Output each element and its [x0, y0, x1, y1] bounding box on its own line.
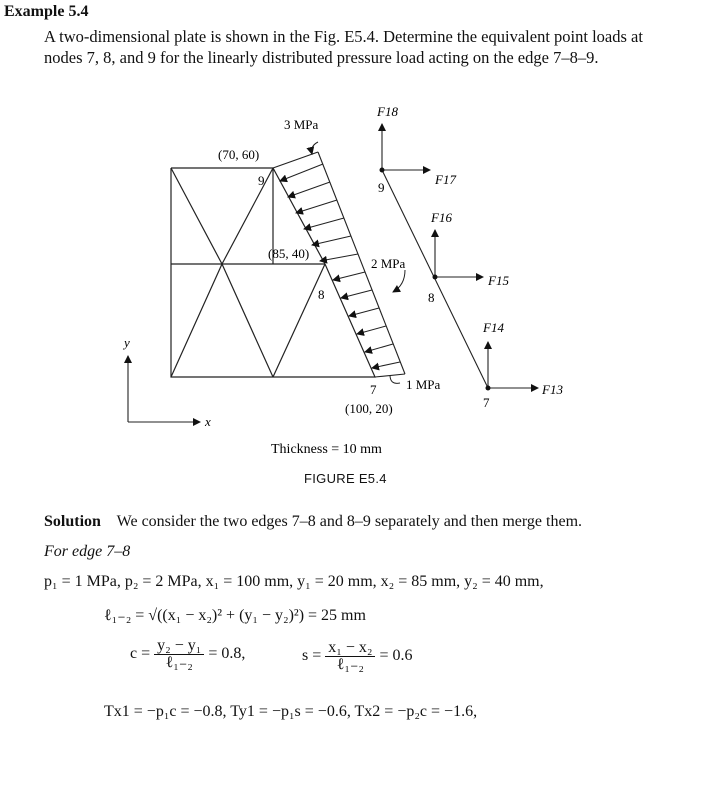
- force-f15: F15: [488, 273, 509, 288]
- problem-line-1: A two-dimensional plate is shown in the Fig. E5.4. Determine the equivalent point loads at: [44, 27, 643, 46]
- traction-equations: Tx1 = −p₁c = −0.8, Ty1 = −p₁s = −0.6, Tx2 = −p₂c = −1.6,: [104, 703, 478, 720]
- length-lhs: ℓ₁₋₂ =: [104, 607, 149, 624]
- coord-node-9: (70, 60): [218, 147, 260, 162]
- c-fraction: [154, 638, 204, 671]
- c-equation: [130, 638, 245, 671]
- force-f13: F13: [542, 382, 563, 397]
- coord-node-8: (85, 40): [268, 246, 310, 261]
- example-title: Example 5.4: [4, 3, 89, 20]
- plate-figure: [0, 92, 724, 472]
- figure-caption: FIGURE E5.4: [304, 471, 387, 486]
- c-lhs: c =: [130, 645, 151, 663]
- pressure-label-mid: 2 MPa: [371, 256, 406, 271]
- node-label-9: 9: [258, 173, 265, 188]
- fbd-node-7: 7: [483, 395, 490, 410]
- c-value: = 0.8,: [208, 645, 246, 663]
- axis-x-label: x: [205, 414, 211, 429]
- force-f17: F17: [435, 172, 456, 187]
- given-values: p₁ = 1 MPa, p₂ = 2 MPa, x₁ = 100 mm, y₁ = 20 mm, x₂ = 85 mm, y₂ = 40 mm,: [44, 573, 544, 590]
- force-diagram: [382, 124, 538, 388]
- edge-heading: For edge 7–8: [44, 543, 131, 560]
- solution-intro: [44, 513, 582, 531]
- s-fraction: [325, 640, 375, 673]
- length-equation: [104, 605, 366, 625]
- mesh: [171, 168, 375, 377]
- pressure-label-top: 3 MPa: [284, 117, 319, 132]
- force-f14: F14: [483, 320, 504, 335]
- s-value: = 0.6: [379, 647, 413, 665]
- s-lhs: s =: [302, 647, 322, 665]
- s-numerator: x₁ − x₂: [325, 640, 375, 657]
- c-denominator: ℓ₁₋₂: [165, 654, 193, 671]
- force-f16: F16: [431, 210, 452, 225]
- pressure-label-bot: 1 MPa: [406, 377, 441, 392]
- problem-line-2: nodes 7, 8, and 9 for the linearly distributed pressure load acting on the edge 7–8–9.: [44, 48, 599, 67]
- solution-label: Solution: [44, 513, 101, 530]
- axis-y-label: y: [124, 335, 130, 350]
- s-equation: [302, 640, 412, 673]
- force-f18: F18: [377, 104, 398, 119]
- c-numerator: y₂ − y₁: [154, 638, 204, 655]
- fbd-node-8: 8: [428, 290, 435, 305]
- node-label-8: 8: [318, 287, 325, 302]
- problem-statement: [44, 26, 704, 68]
- s-denominator: ℓ₁₋₂: [336, 656, 364, 673]
- fbd-node-9: 9: [378, 180, 385, 195]
- node-label-7: 7: [370, 382, 377, 397]
- axes: [128, 356, 200, 422]
- coord-node-7: (100, 20): [345, 401, 393, 416]
- thickness-note: Thickness = 10 mm: [271, 442, 382, 457]
- solution-text: We consider the two edges 7–8 and 8–9 separately and then merge them.: [116, 513, 583, 530]
- length-rhs: √((x₁ − x₂)² + (y₁ − y₂)²) = 25 mm: [148, 607, 366, 624]
